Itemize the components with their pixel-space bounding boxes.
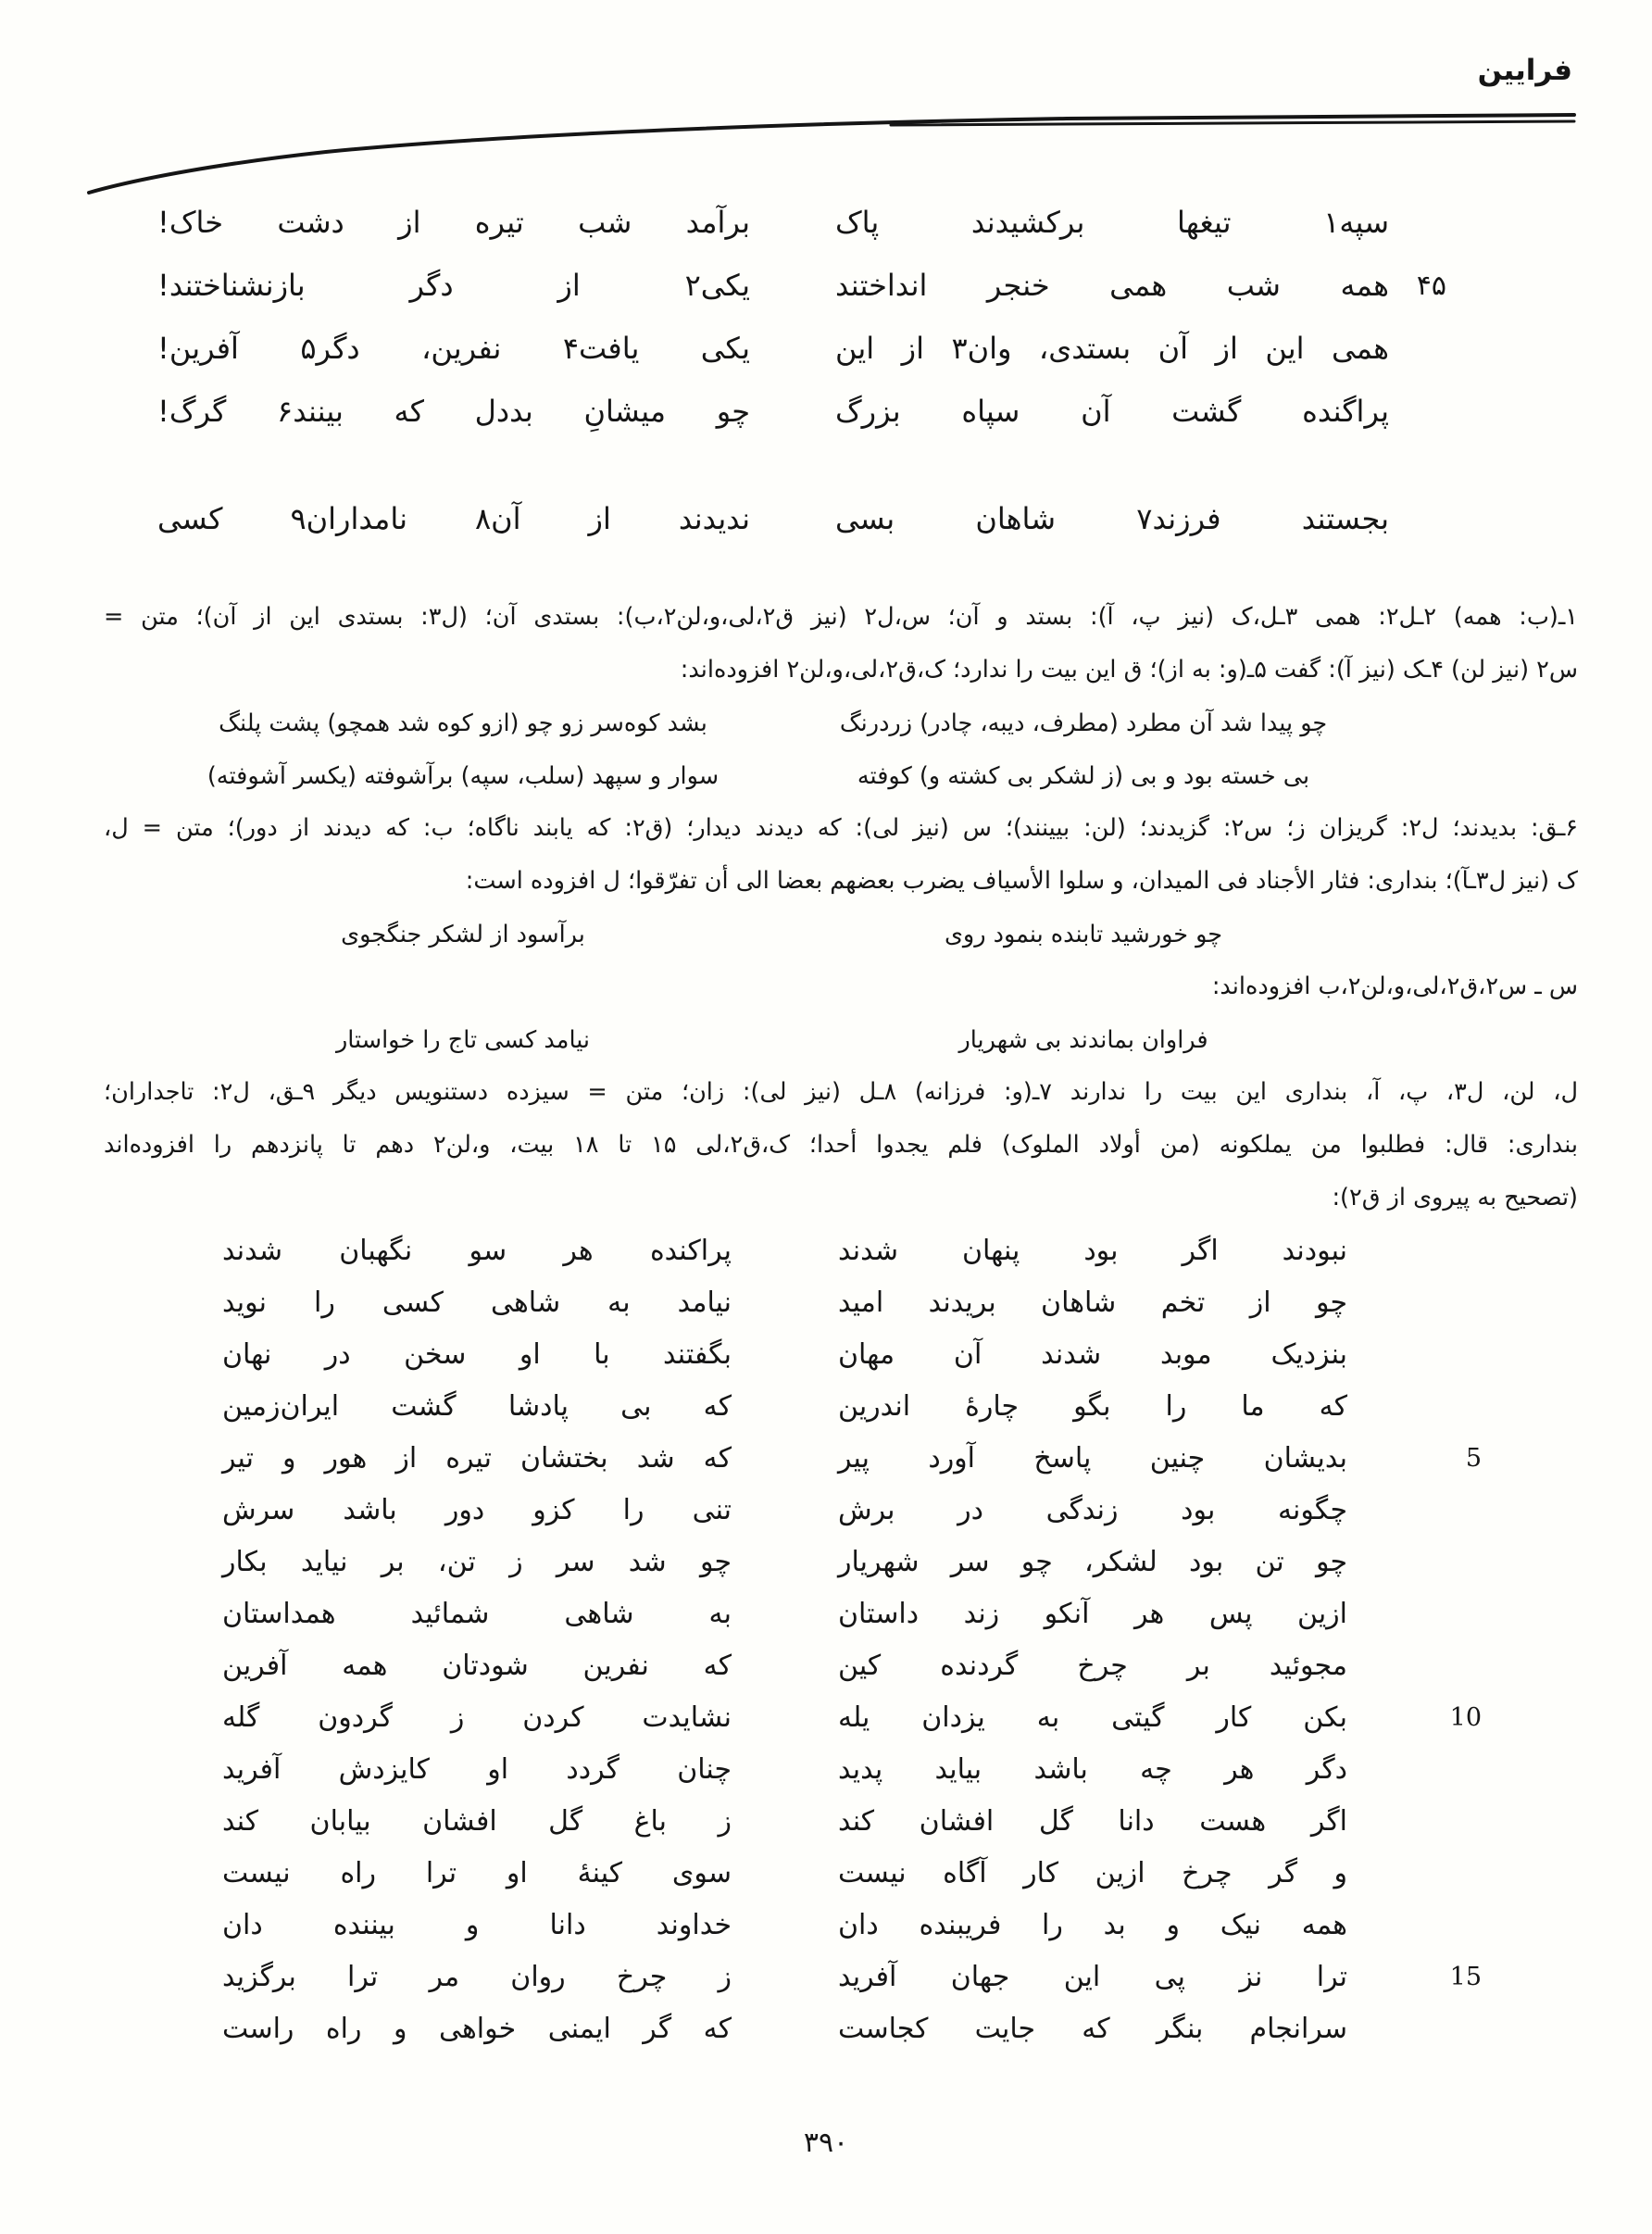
couplet-row bbox=[104, 1588, 1482, 1639]
hemistich-right: بی خسته بود و بی (ز لشکر بی کشته و) کوفته bbox=[857, 761, 1310, 790]
hemistich-right: چو از تخم شاهان بریدند امید bbox=[838, 1286, 1347, 1319]
hemistich-right: نبودند اگر بود پنهان شدند bbox=[838, 1234, 1347, 1267]
couplet-row bbox=[104, 317, 1446, 380]
hemistich-right: چگونه بود زندگی در برش bbox=[838, 1493, 1347, 1526]
hemistich-left: چنان گردد او کایزدش آفرید bbox=[222, 1752, 732, 1786]
couplet-row bbox=[104, 380, 1446, 443]
critical-apparatus bbox=[104, 591, 1578, 1224]
apparatus-note-text: ۱ـ(ب: همه) ۲ـل۲: همی ۳ـل،ک (نیز پ، آ): بستد و آن؛ س،ل۲ (نیز ق۲،لی،و،لن۲،ب): بستدی آن؛ (ل۳: بستدی این از آن)؛ متن = bbox=[104, 603, 1578, 631]
hemistich-left: بگفتند با او سخن در نهان bbox=[222, 1337, 732, 1371]
hemistich-left: سوار و سپهد (سلب، سپه) برآشوفته (یکسر آشوفته) bbox=[206, 761, 720, 790]
top-poem-block bbox=[104, 191, 1578, 550]
hemistich-left: برآمد شب تیره از دشت خاک! bbox=[157, 205, 750, 240]
hemistich-left: نشایدت کردن ز گردون گله bbox=[222, 1701, 732, 1734]
apparatus-note-text: بنداری: قال: فطلبوا من یملکونه (من أولاد الملوک) فلم یجدوا أحدا؛ ک،ق۲،لی ۱۵ تا ۱۸ بیت، و،لن۲ دهم تا پانزدهم را افزوده‌اند bbox=[104, 1131, 1578, 1159]
hemistich-right: مجوئید بر چرخ گردنده کین bbox=[838, 1649, 1347, 1682]
hemistich-left: ز چرخ روان مر ترا برگزید bbox=[222, 1960, 732, 1993]
hemistich-right: بنزدیک موبد شدند آن مهان bbox=[838, 1337, 1347, 1371]
apparatus-note bbox=[104, 591, 1578, 644]
hemistich-left: نیامد کسی تاج را خواستار bbox=[335, 1025, 591, 1054]
hemistich-left: ندیدند از آن۸ نامداران۹ کسی bbox=[157, 501, 750, 536]
hemistich-left: یکی۲ از دگر بازنشناختند! bbox=[157, 268, 750, 303]
hemistich-left: که بی پادشا گشت ایران‌زمین bbox=[222, 1389, 732, 1423]
apparatus-note bbox=[104, 1172, 1578, 1224]
hemistich-left: به شاهی شمائید همداستان bbox=[222, 1597, 732, 1630]
apparatus-note bbox=[104, 1119, 1578, 1172]
hemistich-left: خداوند دانا و بیننده دان bbox=[222, 1908, 732, 1941]
couplet-row bbox=[104, 487, 1446, 550]
hemistich-right: پراگنده گشت آن سپاه بزرگ bbox=[835, 394, 1389, 429]
apparatus-note bbox=[104, 1066, 1578, 1119]
hemistich-left: تنی را کزو دور باشد سرش bbox=[222, 1493, 732, 1526]
hemistich-right: که ما را بگو چارۀ اندرین bbox=[838, 1389, 1347, 1423]
couplet-row bbox=[104, 1224, 1482, 1276]
couplet-row bbox=[104, 1795, 1482, 1847]
verse-number: 5 bbox=[1465, 1443, 1482, 1473]
hemistich-right: چو تن بود لشکر، چو سر شهریار bbox=[838, 1545, 1347, 1578]
hemistich-right: بدیشان چنین پاسخ آورد پیر bbox=[838, 1441, 1347, 1475]
verse-number: ۴۵ bbox=[1416, 269, 1446, 302]
couplet-row bbox=[104, 2002, 1482, 2054]
couplet-row bbox=[104, 1691, 1482, 1743]
couplet-row bbox=[104, 1432, 1482, 1484]
hemistich-left: که شد بختشان تیره از هور و تیر bbox=[222, 1441, 732, 1475]
hemistich-right: دگر هر چه باشد بیاید پدید bbox=[838, 1752, 1347, 1786]
apparatus-note-text: ۶ـق: بدیدند؛ ل۲: گریزان ز؛ س۲: گزیدند؛ (لن: بیینند)؛ س (نیز لی): که دیدند دیدار؛ (ق۲: که یابند ناگاه؛ ب: که دیدند از دور)؛ متن = ل، bbox=[104, 814, 1578, 842]
hemistich-left: بشد کوه‌سر زو چو (ازو کوه شد همچو) پشت پلنگ bbox=[219, 709, 707, 737]
couplet-row bbox=[104, 254, 1446, 317]
verse-number: 15 bbox=[1449, 1962, 1482, 1991]
couplet-row bbox=[104, 1276, 1482, 1328]
hemistich-left: که نفرین شودتان همه آفرین bbox=[222, 1649, 732, 1682]
hemistich-left: نیامد به شاهی کسی را نوید bbox=[222, 1286, 732, 1319]
hemistich-right: بجستند فرزند۷ شاهان بسی bbox=[835, 501, 1390, 536]
couplet-row bbox=[104, 1484, 1482, 1536]
couplet-row bbox=[104, 1951, 1482, 2002]
hemistich-right: همه شب همی خنجر انداختند bbox=[835, 268, 1389, 303]
apparatus-quoted-verse bbox=[104, 749, 1352, 802]
apparatus-note-text: (تصحیح به پیروی از ق۲): bbox=[1332, 1184, 1578, 1211]
page-title: فرایین bbox=[1477, 54, 1572, 87]
hemistich-left: ز باغ گل افشان بیابان کند bbox=[222, 1804, 732, 1838]
hemistich-left: پراکنده هر سو نگهبان شدند bbox=[222, 1234, 732, 1267]
page-number: ۳۹۰ bbox=[803, 2127, 849, 2159]
hemistich-left: که گر ایمنی خواهی و راه راست bbox=[222, 2012, 732, 2045]
hemistich-left: چو شد سر ز تن، بر نیاید بکار bbox=[222, 1545, 732, 1578]
apparatus-note-text: س ـ س۲،ق۲،لی،و،لن۲،ب افزوده‌اند: bbox=[1211, 973, 1578, 1000]
apparatus-note bbox=[104, 802, 1578, 855]
couplet-row bbox=[104, 1536, 1482, 1588]
apparatus-quoted-verse bbox=[104, 1013, 1352, 1066]
hemistich-right: سرانجام بنگر که جایت کجاست bbox=[838, 2012, 1347, 2045]
hemistich-right: سپه۱ تیغها برکشیدند پاک bbox=[835, 205, 1389, 240]
apparatus-quoted-verse bbox=[104, 697, 1352, 749]
hemistich-right: و گر چرخ ازین کار آگاه نیست bbox=[838, 1856, 1347, 1889]
hemistich-right: اگر هست دانا گل افشان کند bbox=[838, 1804, 1347, 1838]
apparatus-note bbox=[104, 960, 1578, 1013]
hemistich-right: چو پیدا شد آن مطرد (مطرف، دیبه، چادر) زردرنگ bbox=[839, 709, 1328, 737]
apparatus-note bbox=[104, 855, 1578, 908]
hemistich-right: بکن کار گیتی به یزدان یله bbox=[838, 1701, 1347, 1734]
hemistich-right: همی این از آن بستدی، وان۳ از این bbox=[835, 331, 1390, 366]
hemistich-left: برآسود از لشکر جنگجوی bbox=[341, 920, 585, 948]
apparatus-note-text: ک (نیز ل۳ـآ)؛ بنداری: فثار الأجناد فی المیدان، و سلوا الأسیاف یضرب بعضهم بعضا الی أن تفرّقوا؛ ل افزوده است: bbox=[465, 867, 1578, 895]
hemistich-left: یکی یافت۴ نفرین، دگر۵ آفرین! bbox=[157, 331, 751, 366]
hemistich-right: ازین پس هر آنکو زند داستان bbox=[838, 1597, 1347, 1630]
apparatus-note-text: س۲ (نیز لن) ۴ـک (نیز آ): گفت ۵ـ(و: به از)؛ ق این بیت را ندارد؛ ک،ق۲،لی،و،لن۲ افزوده‌اند: bbox=[680, 656, 1578, 684]
hemistich-left: سوی کینۀ او ترا راه نیست bbox=[222, 1856, 732, 1889]
hemistich-left: چو میشانِ بددل که بینند۶ گرگ! bbox=[157, 394, 750, 429]
couplet-row bbox=[104, 1639, 1482, 1691]
apparatus-note-text: ل، لن، ل۳، پ، آ، بنداری این بیت را ندارند ۷ـ(و: فرزانه) ۸ـل (نیز لی): زان؛ متن = سیزده دستنویس دیگر ۹ـق، ل۲: تاجداران؛ bbox=[104, 1078, 1578, 1106]
couplet-row bbox=[104, 191, 1446, 254]
couplet-row bbox=[104, 1380, 1482, 1432]
couplet-row bbox=[104, 1899, 1482, 1951]
hemistich-right: همه نیک و بد را فریبنده دان bbox=[838, 1908, 1347, 1941]
couplet-row bbox=[104, 1743, 1482, 1795]
apparatus-quoted-verse bbox=[104, 908, 1352, 960]
lower-poem-block bbox=[104, 1224, 1578, 2054]
apparatus-note bbox=[104, 644, 1578, 697]
hemistich-right: ترا نز پی این جهان آفرید bbox=[838, 1960, 1347, 1993]
hemistich-right: چو خورشید تابنده بنمود روی bbox=[944, 920, 1223, 948]
verse-number: 10 bbox=[1449, 1702, 1482, 1732]
couplet-row bbox=[104, 1328, 1482, 1380]
couplet-row bbox=[104, 1847, 1482, 1899]
hemistich-right: فراوان بماندند بی شهریار bbox=[958, 1025, 1208, 1054]
